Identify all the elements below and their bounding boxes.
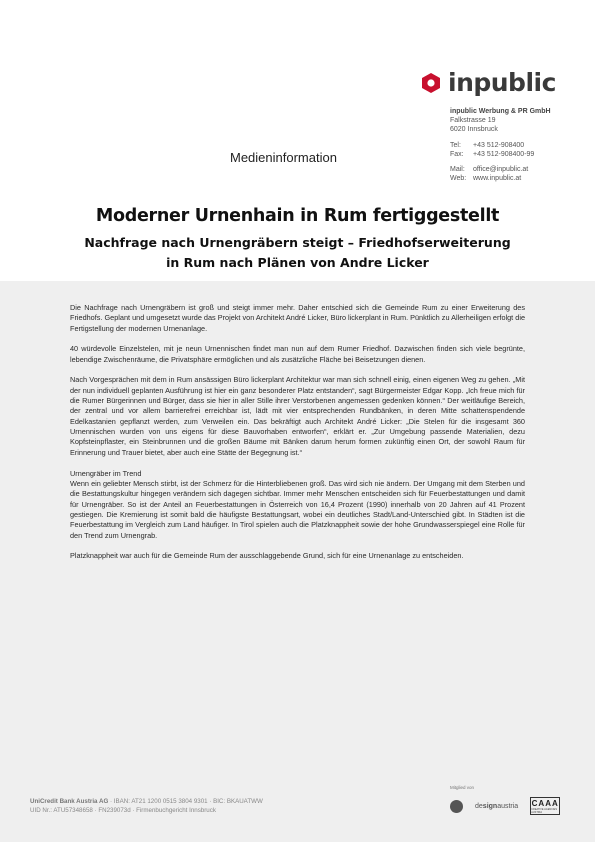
- company-name: inpublic Werbung & PR GmbH: [450, 108, 551, 115]
- web-row: [450, 174, 551, 183]
- section-heading: Urnengräber im Trend: [70, 468, 142, 478]
- subtitle-line-2: in Rum nach Plänen von Andre Licker: [166, 255, 429, 270]
- designaustria-logo: designaustria: [475, 802, 519, 810]
- inpublic-logo: [420, 68, 556, 97]
- contact-block: [450, 107, 551, 183]
- paragraph-trend: Wenn ein geliebter Mensch stirbt, ist der Schmerz für die Hinterbliebenen groß. Das wird sich nie ändern. Der Umgang mit dem Sterben und die Bestattungskultur hingegen verändern sich dagegen sichtbar. Immer mehr Menschen entscheiden sich für Feuerbestattungen und damit für Urnengräber. So ist der Anteil an Feuerbestattungen in Österreich von 16,4 Prozent (1990) innerhalb von 20 Jahren auf 41 Prozent gestiegen. Die Kremierung ist somit bald die häufigste Bestattungsart, wobei ein deutliches Stadt/Land-Unterschied gibt. In Städten ist die Feuerbestattung im Vergleich zum Land häufiger. In Tirol spielen auch die Platzknappheit sowie der hohe Grundwasserspiegel eine Rolle für den Trend zum Urnengrab.: [70, 478, 525, 540]
- subtitle-line-1: Nachfrage nach Urnengräbern steigt – Friedhofserweiterung: [84, 235, 511, 250]
- mail-link[interactable]: office@inpublic.at: [473, 166, 529, 174]
- web-label: Web:: [450, 175, 467, 183]
- street: Falkstrasse 19: [450, 117, 496, 125]
- fax-value: +43 512-908400-99: [473, 150, 535, 158]
- paragraph-conclusion: Platzknappheit war auch für die Gemeinde Rum der ausschlaggebende Grund, sich für eine Urnenanlage zu entscheiden.: [70, 551, 464, 561]
- mail-row: [450, 165, 551, 174]
- page-title: Moderner Urnenhain in Rum fertiggestellt: [95, 206, 500, 226]
- fax-label: Fax:: [450, 150, 464, 158]
- mail-label: Mail:: [450, 166, 465, 174]
- footer-bank-line: [30, 798, 263, 807]
- fax-row: [450, 150, 551, 159]
- paragraph-architect: Nach Vorgesprächen mit dem in Rum ansässigen Büro lickerplant Architektur war man sich schnell einig, einen eigenen Weg zu gehen. „Mit der nun individuell geplanten Ausführung ist hier ein ganz besonderer Platz entstanden“, sagt Bürgermeister Edgar Kopp. „Ich freue mich für die Rumer Bürgerinnen und Bürger, dass sie hier in aller Stille ihrer Verstorbenen angemessen gedenken können.“ Der weitläufige Bereich, der zentral und vor allem barrierefrei erreichbar ist, lädt mit vier entsprechenden Rundbänken, in deren Mitte schattenspendende Edelkastanien gepflanzt werden, zum Verweilen ein. Das bekräftigt auch Architekt André Licker: „Die Stelen für die insgesamt 360 Urnennischen wurden von uns eigens für diese Bauvorhaben entworfen“, erklärt er. „Zur Umgebung passende Materialien, dezu Kopfsteinpflaster, ein Steinbrunnen und die großen Bäume mit Bänken darum herum formen zukünftig einen Ort, der sowohl Raum für Erinnerung und Trauer bietet, aber auch eine Stätte der Begegnung ist.“: [70, 375, 525, 457]
- footer-bank-details: · IBAN: AT21 1200 0515 3804 9301 · BIC: BKAUATWW: [108, 798, 263, 805]
- web-link[interactable]: www.inpublic.at: [473, 175, 522, 183]
- tel-row: [450, 141, 551, 150]
- caaa-logo: CAAA CREATIVE AGENCIES AUSTRIA: [531, 798, 559, 814]
- footer-bank-name: UniCredit Bank Austria AG: [30, 798, 109, 805]
- paragraph-stelen: 40 würdevolle Einzelstelen, mit je neun Urnennischen findet man nun auf dem Rumer Friedhof. Dazwischen finden sich viele begrünte, lebendige Zwischenräume, die Privatsphäre ermöglichen und als zusätzliche Fläche bei Beisetzungen dienen.: [70, 344, 525, 364]
- page-subtitle: [50, 233, 545, 273]
- hexagon-logo-icon: [420, 72, 442, 94]
- tel-value: +43 512-908400: [473, 141, 525, 149]
- footer-company-line: UID Nr.: ATU57348658 · FN239073d · Firmenbuchgericht Innsbruck: [30, 806, 216, 814]
- tel-label: Tel:: [450, 141, 461, 149]
- membership-logos: [450, 797, 560, 815]
- logo-text: inpublic: [448, 68, 556, 97]
- city: 6020 Innsbruck: [450, 126, 498, 134]
- document-label: Medieninformation: [230, 150, 337, 165]
- footer: [30, 798, 263, 815]
- article-body: [70, 303, 525, 572]
- member-circle-logo-icon: [450, 800, 463, 813]
- paragraph-intro: Die Nachfrage nach Urnengräbern ist groß und steigt immer mehr. Daher entschied sich die Gemeinde Rum zu einer Erweiterung des Friedhofs. Geplant und umgesetzt wurde das Projekt von Architekt André Licker, Büro lickerplant in Rum. Pünktlich zu Allerheiligen erfolgt die Fertigstellung der modernen Urnenanlage.: [70, 303, 525, 333]
- membership-label: Mitglied von: [450, 785, 475, 790]
